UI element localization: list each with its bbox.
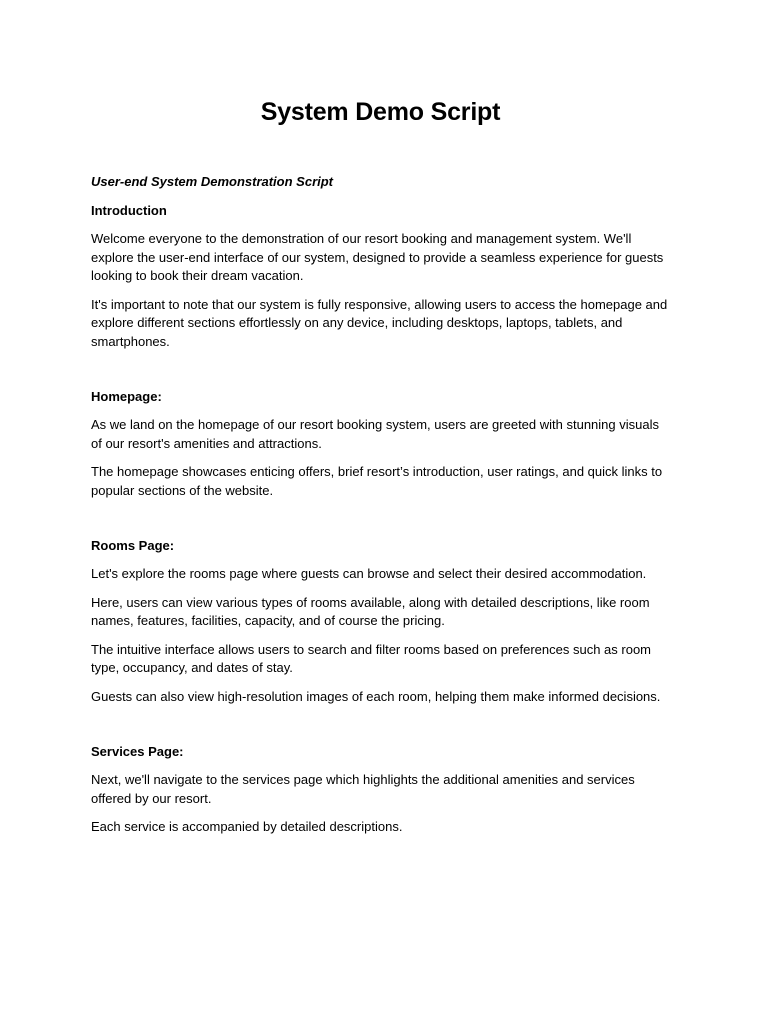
section-heading: Introduction (91, 203, 167, 218)
section-heading: Rooms Page: (91, 538, 175, 553)
section-heading: Services Page: (91, 744, 184, 759)
section-heading: Homepage: (91, 389, 162, 404)
section-rooms-page (91, 536, 670, 706)
section-introduction (91, 201, 670, 351)
paragraph: Next, we'll navigate to the services page which highlights the additional amenities and services offered by our resort. (91, 772, 635, 806)
paragraph: Welcome everyone to the demonstration of our resort booking and management system. We'll explore the user-end interface of our system, designed to provide a seamless experience for guests looking to book their dream vacation. (91, 231, 664, 283)
document-subtitle: User-end System Demonstration Script (91, 174, 334, 189)
paragraph: Guests can also view high-resolution images of each room, helping them make informed decisions. (91, 688, 661, 704)
paragraph: As we land on the homepage of our resort booking system, users are greeted with stunning visuals of our resort's amenities and attractions. (91, 417, 659, 451)
paragraph: Here, users can view various types of rooms available, along with detailed descriptions, like room names, features, facilities, capacity, and of course the pricing. (91, 594, 650, 628)
paragraph: Each service is accompanied by detailed descriptions. (91, 819, 403, 834)
paragraph: It's important to note that our system is fully responsive, allowing users to access the homepage and explore different sections effortlessly on any device, including desktops, laptops, tablets, and smartphones. (91, 296, 668, 349)
section-homepage (91, 387, 670, 500)
section-services-page (91, 742, 670, 837)
paragraph: Let's explore the rooms page where guests can browse and select their desired accommodation. (91, 566, 647, 581)
page-title: System Demo Script (260, 98, 501, 126)
paragraph: The intuitive interface allows users to search and filter rooms based on preferences such as room type, occupancy, and dates of stay. (91, 641, 651, 675)
paragraph: The homepage showcases enticing offers, brief resort’s introduction, user ratings, and quick links to popular sections of the website. (91, 464, 663, 498)
